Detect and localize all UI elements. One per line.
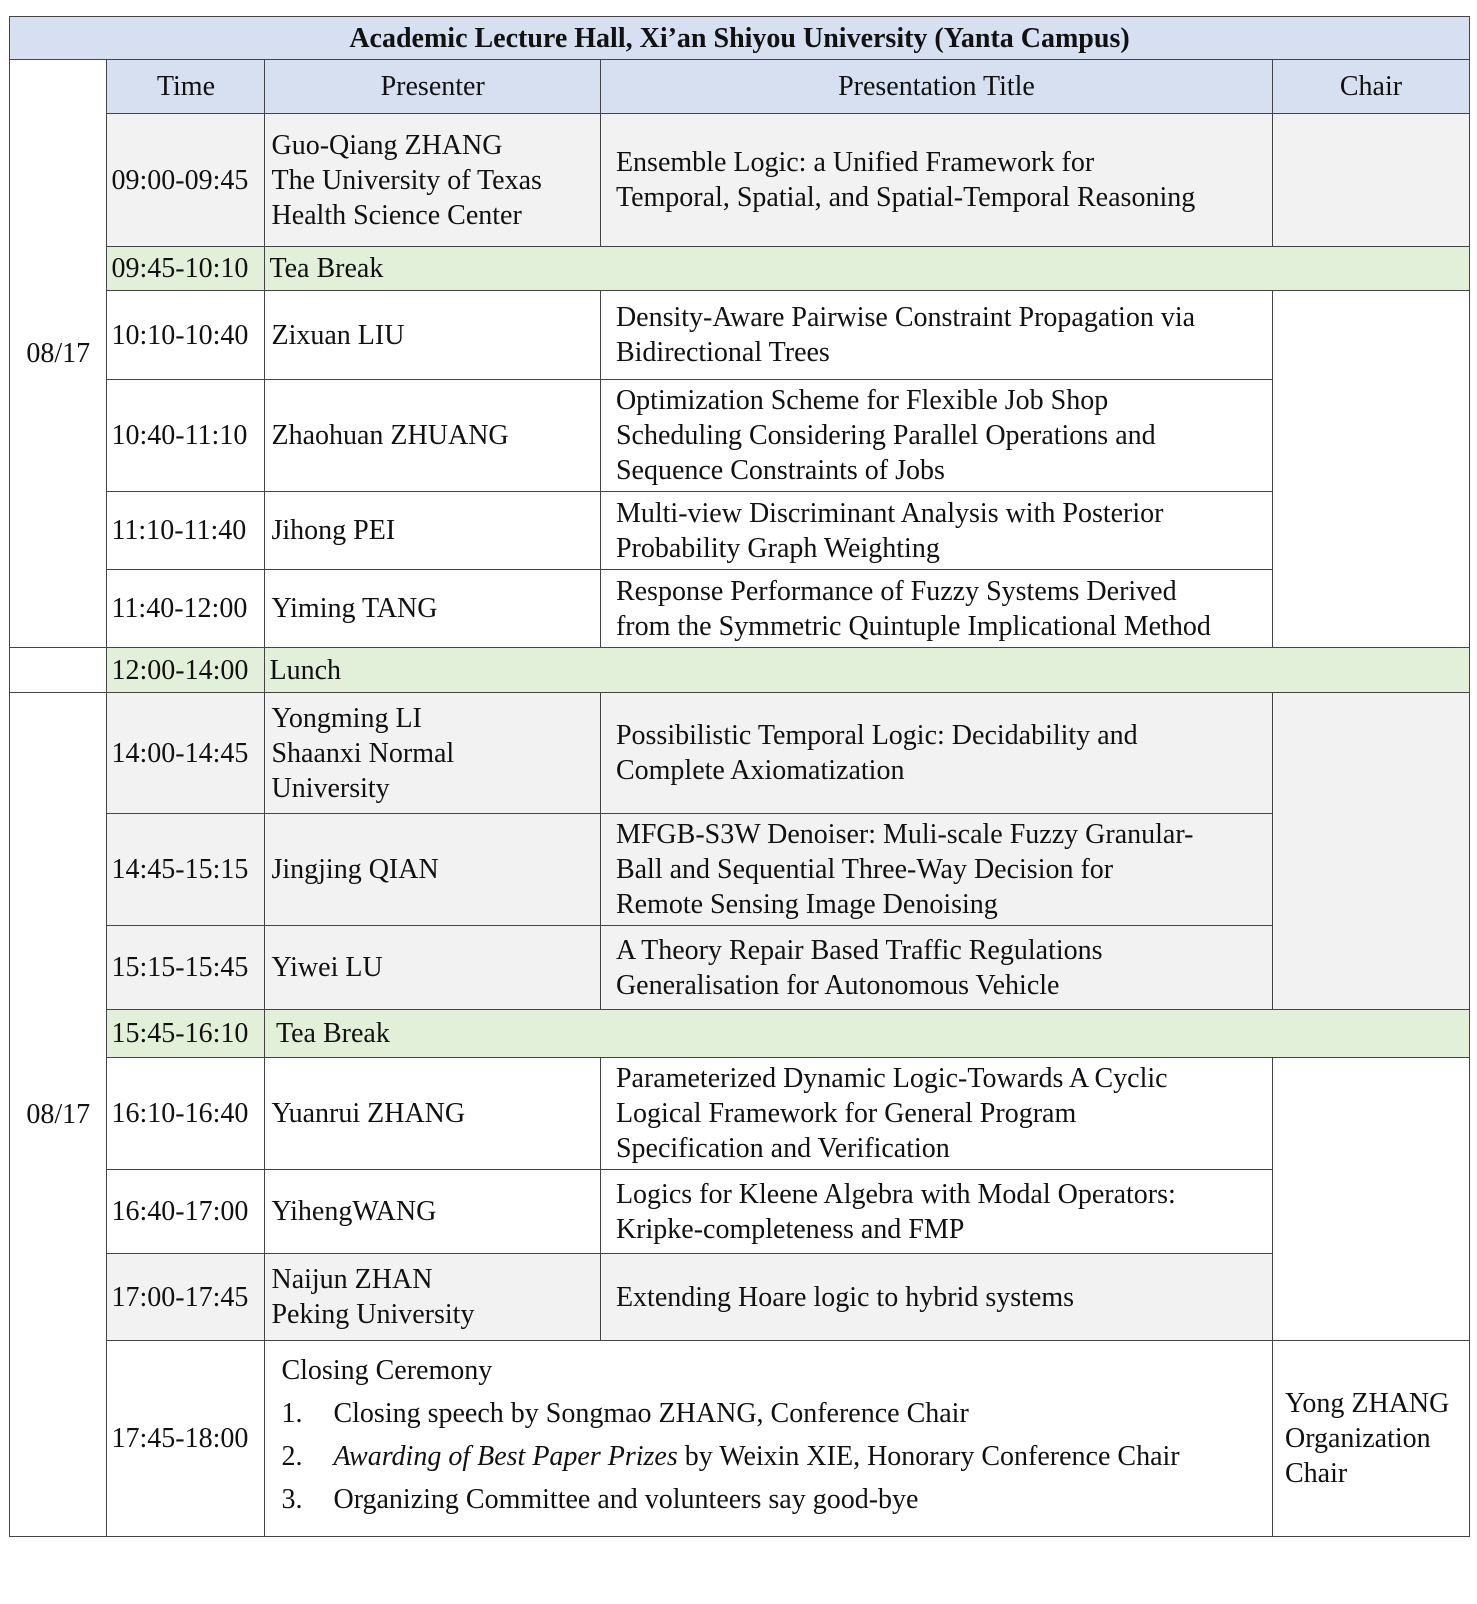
presenter-cell [265,693,600,814]
table-row [10,1170,1470,1254]
time-cell: 15:45-16:10 [107,1010,265,1058]
closing-cell [265,1341,1273,1537]
title-cell [600,1170,1272,1254]
table-row [10,1058,1470,1170]
title-cell: Extending Hoare logic to hybrid systems [600,1254,1272,1341]
table-row [10,693,1470,814]
time-cell: 12:00-14:00 [107,648,265,693]
closing-list [271,1396,1231,1517]
presenter-affiliation: Health Science Center [271,199,522,231]
title-line: MFGB-S3W Denoiser: Muli-scale Fuzzy Granular- [615,819,1194,850]
title-cell [600,814,1272,926]
presenter-name: Naijun ZHAN [271,1264,433,1295]
title-line: Bidirectional Trees [615,337,830,368]
list-item [281,1396,1231,1431]
presenter-cell [265,1254,600,1341]
presenter-affiliation: Shaanxi Normal [271,737,455,769]
venue-title: Academic Lecture Hall, Xi’an Shiyou University (Yanta Campus) [10,17,1470,60]
time-cell: 11:10-11:40 [107,492,265,570]
break-row [10,1010,1470,1058]
title-cell [600,926,1272,1010]
table-row [10,380,1470,492]
list-number: 2. [281,1440,303,1472]
chair-cell [1272,693,1469,1010]
col-header-presenter: Presenter [265,60,600,114]
list-number: 1. [281,1397,303,1429]
list-text: Closing speech by Songmao ZHANG, Conference Chair [333,1397,969,1429]
presenter-cell: Zixuan LIU [265,291,600,380]
col-header-time: Time [107,60,265,114]
list-emphasis: Awarding of Best Paper Prizes [333,1440,678,1472]
title-cell [600,492,1272,570]
closing-content [271,1353,1231,1517]
table-row [10,291,1470,380]
title-line: Possibilistic Temporal Logic: Decidability and [615,720,1138,751]
title-line: Ensemble Logic: a Unified Framework for [615,147,1095,178]
table-row [10,492,1470,570]
title-line: Generalisation for Autonomous Vehicle [615,969,1060,1001]
closing-heading: Closing Ceremony [281,1354,493,1386]
chair-cell [1272,291,1469,648]
table-row [10,114,1470,247]
title-line: Optimization Scheme for Flexible Job Shop [615,385,1109,416]
title-line: A Theory Repair Based Traffic Regulations [615,934,1103,966]
title-cell [600,114,1272,247]
title-line: from the Symmetric Quintuple Implicational Method [615,610,1211,642]
presenter-cell: Yiming TANG [265,570,600,648]
title-line: Temporal, Spatial, and Spatial-Temporal Reasoning [615,182,1196,213]
table-row [10,1254,1470,1341]
break-label: Tea Break [265,1010,1470,1058]
time-cell: 14:45-15:15 [107,814,265,926]
chair-name: Yong ZHANG [1284,1388,1450,1419]
time-cell: 17:00-17:45 [107,1254,265,1341]
title-line: Kripke-completeness and FMP [615,1213,965,1245]
schedule-table [9,16,1470,1537]
presenter-cell: Jingjing QIAN [265,814,600,926]
presenter-cell: Jihong PEI [265,492,600,570]
presenter-cell: Zhaohuan ZHUANG [265,380,600,492]
title-cell [600,693,1272,814]
presenter-cell [265,114,600,247]
presenter-affiliation: Peking University [271,1299,475,1330]
presenter-name: Yongming LI [271,702,422,734]
list-number: 3. [281,1483,303,1515]
time-cell: 10:10-10:40 [107,291,265,380]
empty-date-cell [10,648,107,693]
title-line: Multi-view Discriminant Analysis with Posterior [615,497,1164,529]
title-cell [600,380,1272,492]
title-line: Logical Framework for General Program [615,1098,1077,1129]
presenter-affiliation: University [271,772,390,804]
time-cell: 17:45-18:00 [107,1341,265,1537]
title-line: Response Performance of Fuzzy Systems Derived [615,575,1177,607]
presenter-name: Guo-Qiang ZHANG [271,129,503,161]
time-cell: 16:40-17:00 [107,1170,265,1254]
break-row [10,247,1470,291]
chair-role: Chair [1284,1458,1348,1489]
title-line: Complete Axiomatization [615,755,905,786]
title-line: Density-Aware Pairwise Constraint Propagation via [615,302,1196,333]
list-item [281,1439,1231,1474]
list-text: by Weixin XIE, Honorary Conference Chair [677,1440,1180,1472]
time-cell: 16:10-16:40 [107,1058,265,1170]
presenter-affiliation: The University of Texas [271,164,542,196]
time-cell: 10:40-11:10 [107,380,265,492]
table-row [10,926,1470,1010]
title-line: Probability Graph Weighting [615,532,940,564]
presenter-cell: Yiwei LU [265,926,600,1010]
chair-role: Organization [1284,1423,1431,1454]
time-cell: 09:45-10:10 [107,247,265,291]
break-label: Tea Break [265,247,1470,291]
title-line: Logics for Kleene Algebra with Modal Operators: [615,1178,1176,1210]
list-item [281,1482,1231,1517]
presenter-cell: YihengWANG [265,1170,600,1254]
title-cell [600,570,1272,648]
time-cell: 11:40-12:00 [107,570,265,648]
col-header-chair: Chair [1272,60,1469,114]
chair-cell [1272,114,1469,247]
title-line: Sequence Constraints of Jobs [615,455,945,486]
presenter-cell: Yuanrui ZHANG [265,1058,600,1170]
title-line: Parameterized Dynamic Logic-Towards A Cyclic [615,1063,1168,1094]
date-cell-morning: 08/17 [10,60,107,648]
chair-cell [1272,1341,1469,1537]
table-row [10,814,1470,926]
table-row [10,570,1470,648]
chair-cell [1272,1058,1469,1341]
closing-row [10,1341,1470,1537]
title-line: Scheduling Considering Parallel Operations and [615,420,1156,451]
time-cell: 15:15-15:45 [107,926,265,1010]
list-text: Organizing Committee and volunteers say good-bye [333,1483,919,1515]
time-cell: 14:00-14:45 [107,693,265,814]
lunch-label: Lunch [265,648,1470,693]
title-line: Specification and Verification [615,1133,950,1164]
title-line: Remote Sensing Image Denoising [615,889,998,920]
date-cell-afternoon: 08/17 [10,693,107,1537]
col-header-title: Presentation Title [600,60,1272,114]
title-cell [600,1058,1272,1170]
time-cell: 09:00-09:45 [107,114,265,247]
title-cell [600,291,1272,380]
lunch-row [10,648,1470,693]
title-line: Ball and Sequential Three-Way Decision for [615,854,1114,885]
